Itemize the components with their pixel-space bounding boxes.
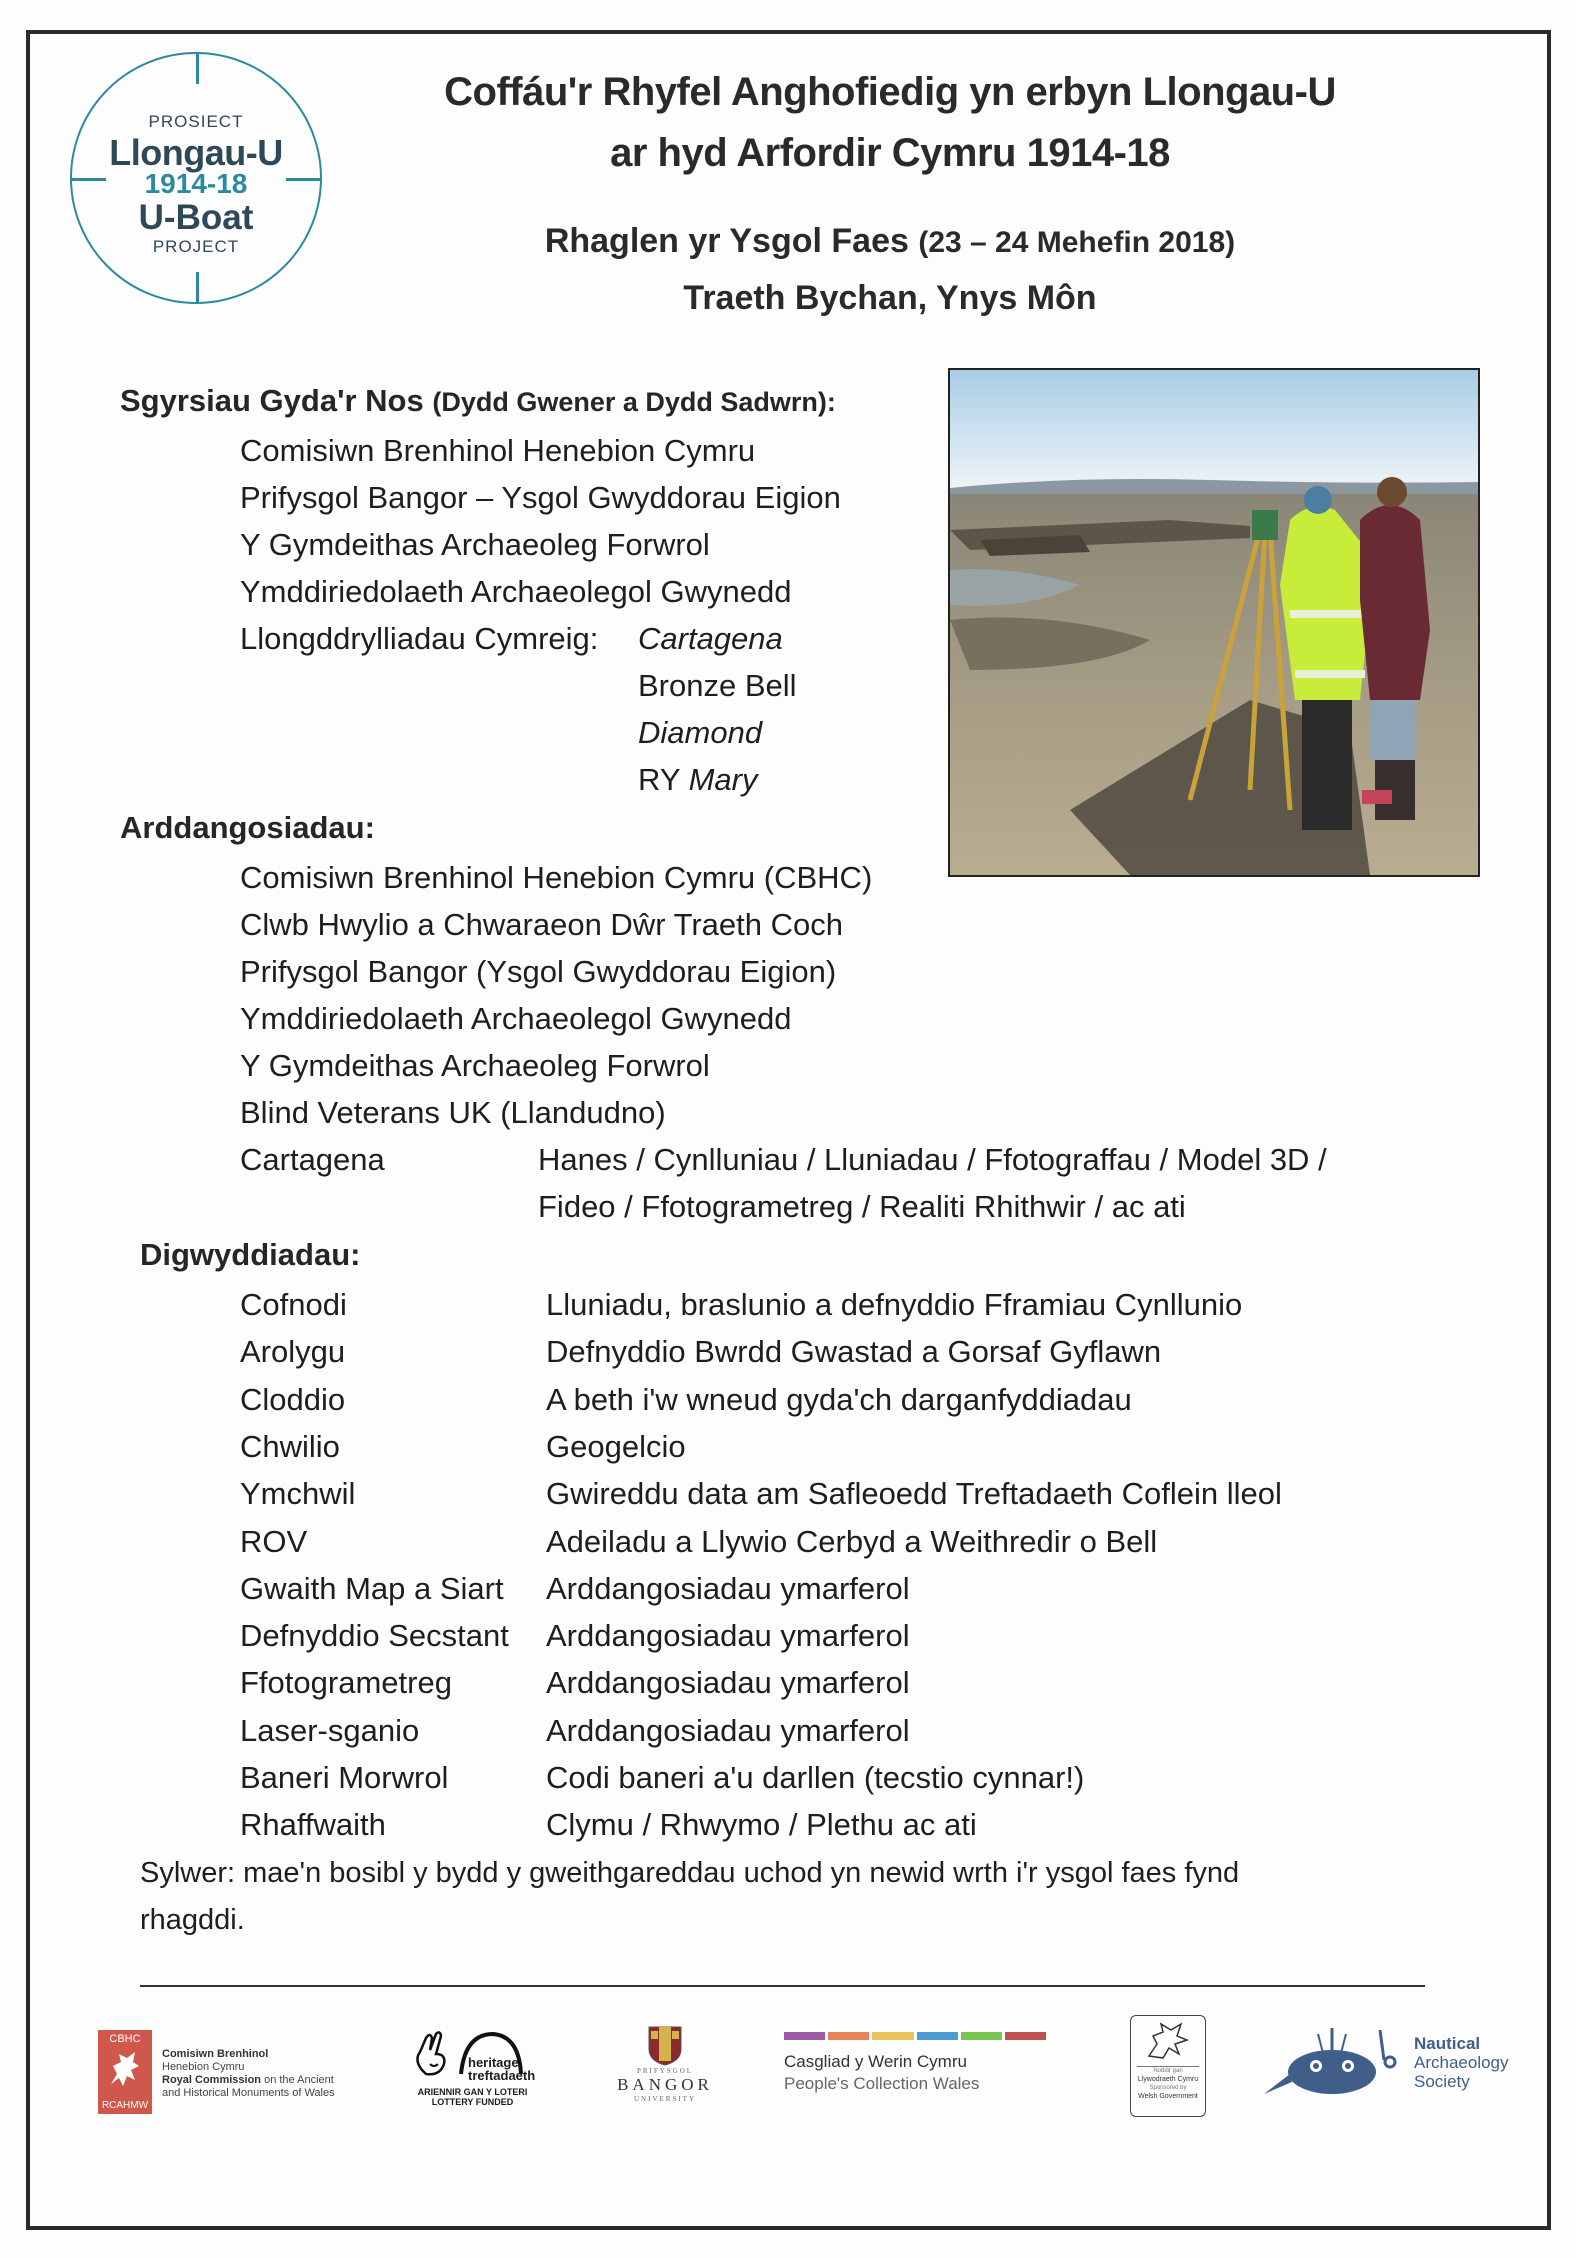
heritage-line1: heritage	[468, 2055, 519, 2070]
talks-heading-note: (Dydd Gwener a Dydd Sadwrn):	[432, 387, 836, 417]
exhibit-item: Prifysgol Bangor (Ysgol Gwyddorau Eigion)	[240, 954, 837, 989]
welsh-gov-line1: Noddir gan	[1153, 2068, 1183, 2074]
talk-item: Comisiwn Brenhinol Henebion Cymru	[240, 433, 756, 468]
wreck-bronze-bell: Bronze Bell	[638, 668, 797, 703]
subtitle	[330, 222, 1450, 261]
logo-crosshair-top	[196, 52, 199, 84]
exhibit-item: Comisiwn Brenhinol Henebion Cymru (CBHC)	[240, 860, 873, 895]
talks-heading	[120, 383, 836, 419]
logo-llongau-u: Llongau-U	[109, 132, 283, 173]
nautical-archaeology-society-logo	[1262, 2022, 1512, 2112]
location: Traeth Bychan, Ynys Môn	[683, 279, 1097, 317]
nas-line2: Archaeology	[1414, 2053, 1509, 2072]
pcw-stripe-segment	[961, 2032, 1002, 2040]
event-description: Defnyddio Bwrdd Gwastad a Gorsaf Gyflawn	[546, 1334, 1162, 1370]
pcw-stripe-segment	[917, 2032, 958, 2040]
event-activity: Cofnodi	[240, 1287, 347, 1322]
lottery-text	[410, 2087, 535, 2107]
event-activity: Ymchwil	[240, 1476, 356, 1512]
bangor-line1: PRIFYSGOL	[636, 2067, 694, 2075]
talk-item: Ymddiriedolaeth Archaeolegol Gwynedd	[240, 574, 792, 609]
nas-line3: Society	[1414, 2072, 1470, 2091]
event-activity: Baneri Morwrol	[240, 1760, 449, 1795]
event-activity: Ffotogrametreg	[240, 1665, 452, 1701]
wrecks-label: Llongddrylliadau Cymreig:	[240, 621, 599, 656]
welsh-gov-dragon-icon	[1143, 2022, 1193, 2062]
logo-prosiect: PROSIECT	[148, 112, 244, 131]
exhibit-cartagena-desc-2: Fideo / Ffotogrametreg / Realiti Rhithwir / ac ati	[538, 1189, 1186, 1224]
event-description: Arddangosiadau ymarferol	[546, 1618, 910, 1654]
wreck-prefix: RY	[638, 762, 689, 797]
event-activity: Laser-sganio	[240, 1712, 420, 1748]
event-activity: Arolygu	[240, 1334, 346, 1370]
talks-heading-title: Sgyrsiau Gyda'r Nos	[120, 383, 424, 418]
exhibit-item: Clwb Hwylio a Chwaraeon Dŵr Traeth Coch	[240, 907, 844, 942]
exhibit-item: Y Gymdeithas Archaeoleg Forwrol	[240, 1048, 710, 1083]
pcw-line1: Casgliad y Werin Cymru	[784, 2052, 967, 2071]
event-activity: Cloddio	[240, 1381, 346, 1417]
pcw-stripe-segment	[784, 2032, 825, 2040]
logo-u-boat: U-Boat	[138, 198, 254, 237]
talk-item: Prifysgol Bangor – Ysgol Gwyddorau Eigion	[240, 480, 841, 515]
rcahmw-logo	[98, 2030, 335, 2115]
pcw-stripe-segment	[1005, 2032, 1046, 2040]
event-description: Arddangosiadau ymarferol	[546, 1570, 910, 1606]
rcahmw-text	[162, 2048, 335, 2100]
subtitle-main: Rhaglen yr Ysgol Faes	[544, 222, 909, 260]
logo-crosshair-bottom	[196, 272, 199, 304]
exhibits-heading: Arddangosiadau:	[120, 810, 375, 845]
event-activity: ROV	[240, 1523, 308, 1559]
crossed-fingers-icon	[412, 2030, 452, 2080]
welsh-dragon-icon	[105, 2048, 145, 2092]
logo-years: 1914-18	[144, 168, 248, 199]
note-line-2: rhagddi.	[140, 1904, 245, 1936]
peoples-collection-logo	[782, 2030, 1062, 2110]
event-description: Clymu / Rhwymo / Plethu ac ati	[546, 1807, 977, 1843]
heritage-lottery-logo	[410, 2030, 535, 2115]
nas-ship-emblem-icon	[1262, 2022, 1412, 2102]
event-activity: Gwaith Map a Siart	[240, 1570, 504, 1606]
nas-text	[1414, 2034, 1509, 2091]
welsh-gov-line2: Llywodraeth Cymru	[1137, 2076, 1199, 2083]
event-description: A beth i'w wneud gyda'ch darganfyddiadau	[546, 1381, 1132, 1417]
heritage-line2: treftadaeth	[468, 2068, 536, 2083]
pcw-stripe-segment	[872, 2032, 913, 2040]
wreck-name: Mary	[688, 762, 758, 797]
exhibit-cartagena-desc-1: Hanes / Cynlluniau / Lluniadau / Ffotograffau / Model 3D /	[538, 1142, 1327, 1177]
welsh-gov-line4: Welsh Government	[1138, 2093, 1198, 2100]
welsh-government-logo	[1130, 2015, 1206, 2117]
events-heading: Digwyddiadau:	[140, 1237, 361, 1272]
title-line-1: Coffáu'r Rhyfel Anghofiedig yn erbyn Llongau-U	[444, 70, 1336, 114]
rcahmw-badge	[98, 2030, 152, 2114]
survey-photo-image	[950, 370, 1478, 875]
rcahmw-badge-bottom: RCAHMW	[101, 2100, 149, 2111]
event-description: Arddangosiadau ymarferol	[546, 1665, 910, 1701]
wreck-diamond: Diamond	[638, 715, 763, 750]
rcahmw-line3-bold: Royal Commission	[162, 2074, 262, 2086]
event-description: Gwireddu data am Safleoedd Treftadaeth Coflein lleol	[546, 1476, 1282, 1512]
lottery-line2: LOTTERY FUNDED	[431, 2097, 514, 2107]
exhibit-item: Ymddiriedolaeth Archaeolegol Gwynedd	[240, 1001, 792, 1036]
event-activity: Defnyddio Secstant	[240, 1618, 509, 1654]
rcahmw-badge-top: CBHC	[109, 2033, 141, 2045]
rcahmw-line4: and Historical Monuments of Wales	[162, 2087, 335, 2099]
welsh-gov-line3: Sponsored by	[1149, 2085, 1187, 2091]
bangor-line3: UNIVERSITY	[634, 2095, 696, 2103]
subtitle-dates: (23 – 24 Mehefin 2018)	[918, 226, 1236, 259]
nas-line1: Nautical	[1414, 2034, 1481, 2053]
logo-project: PROJECT	[152, 237, 240, 256]
rcahmw-line1: Comisiwn Brenhinol	[162, 2048, 269, 2060]
uboat-project-logo	[70, 52, 322, 304]
pcw-color-stripe	[784, 2032, 1049, 2040]
wreck-ry-mary	[638, 762, 757, 798]
lottery-line1: ARIENNIR GAN Y LOTERI	[417, 2087, 528, 2097]
fieldwork-photo	[948, 368, 1480, 877]
talk-item: Y Gymdeithas Archaeoleg Forwrol	[240, 527, 710, 562]
note-line-1: Sylwer: mae'n bosibl y bydd y gweithgareddau uchod yn newid wrth i'r ysgol faes fynd	[140, 1857, 1240, 1889]
event-description: Arddangosiadau ymarferol	[546, 1712, 910, 1748]
event-description: Geogelcio	[546, 1428, 686, 1464]
exhibit-item: Blind Veterans UK (Llandudno)	[240, 1095, 666, 1130]
bangor-crest-icon	[647, 2025, 683, 2067]
event-description: Codi baneri a'u darllen (tecstio cynnar!)	[546, 1760, 1085, 1795]
exhibit-cartagena-label: Cartagena	[240, 1142, 385, 1177]
pcw-line2: People's Collection Wales	[784, 2074, 980, 2093]
wreck-cartagena: Cartagena	[638, 621, 783, 656]
event-activity: Rhaffwaith	[240, 1807, 386, 1843]
title-line-2: ar hyd Arfordir Cymru 1914-18	[610, 131, 1170, 175]
event-description: Lluniadu, braslunio a defnyddio Fframiau Cynllunio	[546, 1287, 1243, 1322]
rcahmw-line2: Henebion Cymru	[162, 2061, 245, 2073]
heritage-text	[468, 2056, 535, 2082]
bangor-university-logo	[605, 2025, 725, 2115]
rcahmw-line3-rest: on the Ancient	[261, 2074, 334, 2086]
bangor-line2: BANGOR	[617, 2075, 713, 2094]
footer-divider	[140, 1985, 1425, 1987]
pcw-stripe-segment	[828, 2032, 869, 2040]
event-activity: Chwilio	[240, 1428, 340, 1464]
event-description: Adeiladu a Llywio Cerbyd a Weithredir o Bell	[546, 1523, 1158, 1559]
